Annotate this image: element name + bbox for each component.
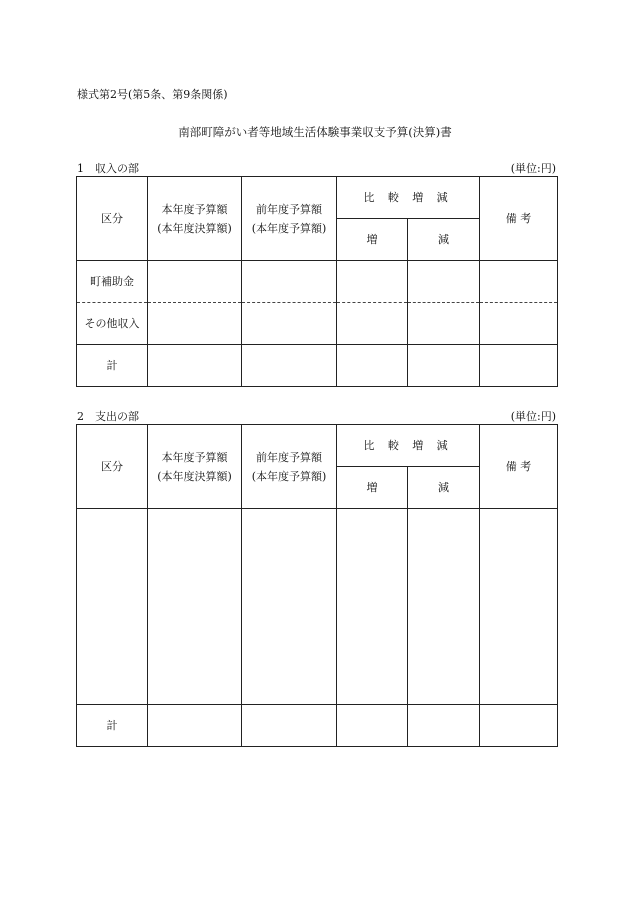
table-row [77,261,558,303]
header-remarks: 備 考 [480,177,558,261]
row-label-other-income: その他収入 [77,303,148,345]
header-increase: 増 [337,219,408,261]
table-row [77,705,558,747]
header-current-line1: 本年度予算額 [161,202,228,216]
cell-subsidy-previous[interactable] [242,261,337,303]
income-section-heading: 1 収入の部 [77,162,139,175]
header-previous-year [242,177,337,261]
header-category: 区分 [77,425,148,509]
cell-expense-total-current[interactable] [148,705,242,747]
header-remarks: 備 考 [480,425,558,509]
cell-expense-total-previous[interactable] [242,705,337,747]
cell-expense-total-increase[interactable] [337,705,408,747]
header-current-line1: 本年度予算額 [161,450,228,464]
table-row [77,509,558,705]
income-unit-label: (単位:円) [510,162,556,175]
expense-section-heading: 2 支出の部 [77,410,139,423]
expense-table [76,424,558,747]
cell-expense-total-remarks[interactable] [480,705,558,747]
cell-income-total-decrease[interactable] [408,345,480,387]
header-current-year [148,177,242,261]
header-current-line2: (本年度決算額) [157,469,232,483]
expense-unit-label: (単位:円) [510,410,556,423]
cell-income-total-previous[interactable] [242,345,337,387]
row-label-expense-total: 計 [77,705,148,747]
row-label-income-total: 計 [77,345,148,387]
cell-expense-decrease[interactable] [408,509,480,705]
cell-expense-previous[interactable] [242,509,337,705]
header-current-line2: (本年度決算額) [157,221,232,235]
header-previous-line2: (本年度予算額) [251,469,327,483]
table-row [77,345,558,387]
cell-expense-total-decrease[interactable] [408,705,480,747]
cell-other-remarks[interactable] [480,303,558,345]
cell-other-increase[interactable] [337,303,408,345]
header-previous-line2: (本年度予算額) [251,221,327,235]
cell-expense-items[interactable] [77,509,148,705]
cell-other-decrease[interactable] [408,303,480,345]
table-row [77,303,558,345]
income-table [76,176,558,387]
cell-subsidy-current[interactable] [148,261,242,303]
cell-expense-current[interactable] [148,509,242,705]
document-title: 南部町障がい者等地域生活体験事業収支予算(決算)書 [178,125,452,139]
cell-subsidy-increase[interactable] [337,261,408,303]
cell-income-total-current[interactable] [148,345,242,387]
form-number: 様式第2号(第5条、第9条関係) [77,88,228,101]
header-comparison: 比 較 増 減 [337,177,480,219]
header-current-year [148,425,242,509]
row-label-subsidy: 町補助金 [77,261,148,303]
header-previous-line1: 前年度予算額 [256,450,322,464]
cell-other-current[interactable] [148,303,242,345]
cell-income-total-increase[interactable] [337,345,408,387]
cell-subsidy-remarks[interactable] [480,261,558,303]
header-decrease: 減 [408,467,480,509]
cell-income-total-remarks[interactable] [480,345,558,387]
header-category: 区分 [77,177,148,261]
cell-subsidy-decrease[interactable] [408,261,480,303]
cell-expense-remarks[interactable] [480,509,558,705]
header-comparison: 比 較 増 減 [337,425,480,467]
header-increase: 増 [337,467,408,509]
header-previous-year [242,425,337,509]
header-previous-line1: 前年度予算額 [256,202,322,216]
cell-expense-increase[interactable] [337,509,408,705]
header-decrease: 減 [408,219,480,261]
cell-other-previous[interactable] [242,303,337,345]
